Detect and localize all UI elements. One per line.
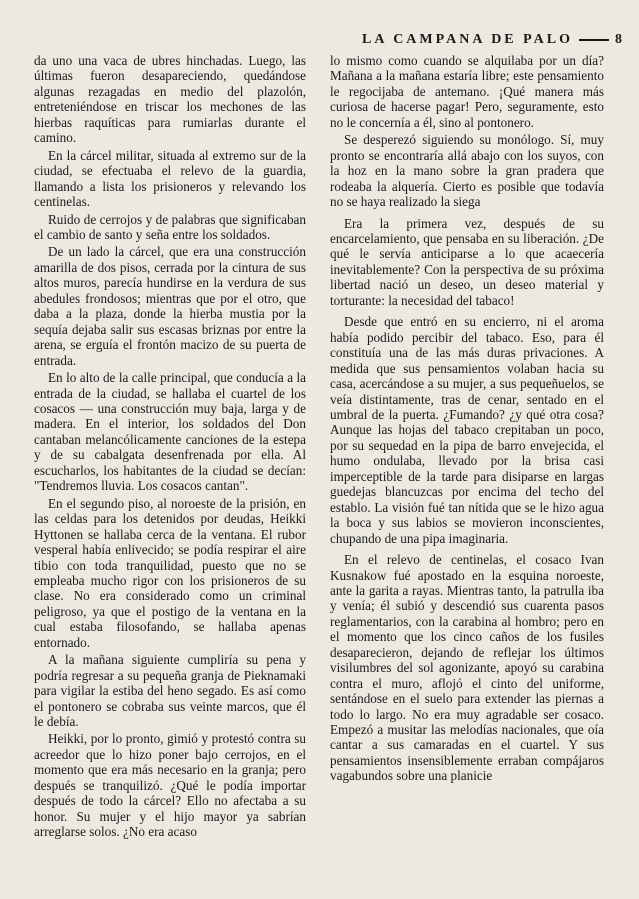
- header-rule: [579, 39, 609, 41]
- paragraph: En el relevo de centinelas, el cosaco Ivan Kusnakow fué apostado en la esquina noroeste, ante la garita a rayas. Mientras tanto, la patrulla iba y venía; él subió y descendió sus cuarenta pasos reglamentarios, con la carabina al hombro; pero en el momento que los cinco caños de los fusiles desaparecieron, dejando de reflejar los últimos visilumbres del sol agonizante, apoyó su carabina contra el muro, aflojó el cinto del uniforme, sentándose en el suelo para extender las piernas a todo lo largo. No era muy agradable ser cosaco. Empezó a musitar las melodías nacionales, que oía cantar a sus camaradas en el cuartel. Y sus pensamientos insensiblemente erraban compájaros vagabundos sobre una planicie: [330, 552, 604, 784]
- paragraph: Era la primera vez, después de su encarcelamiento, que pensaba en su liberación. ¿De qué le servía anticiparse a lo que acaecería inevitablemente? Con la perspectiva de su próxima libertad nació un deseo, un deseo material y torturante: la necesidad del tabaco!: [330, 215, 604, 308]
- left-column: [34, 53, 306, 842]
- paragraph: Se desperezó siguiendo su monólogo. Sí, muy pronto se encontraría allá abajo con los suyos, con la hoz en la mano sobre la gran pradera que rodeaba la alquería. Cierto es posible que todavía no se haya realizado la siega: [330, 132, 604, 210]
- paragraph: A la mañana siguiente cumpliría su pena y podría regresar a su pequeña granja de Pieknamaki para vigilar la estiba del heno segado. Es así como el pontonero se cobraba sus veinte marcos, que él le debía.: [34, 652, 306, 730]
- paragraph: Heikki, por lo pronto, gimió y protestó contra su acreedor que lo hizo poner bajo cerrojos, en el momento que era más necesario en la granja; pero después se tranquilizó. ¿Qué le podía importar después de todo la cárcel? Ello no afectaba a su honor. Su mujer y el hijo mayor ya sabrían arreglarse solos. ¿No era acaso: [34, 731, 306, 840]
- paragraph: En lo alto de la calle principal, que conducía a la entrada de la ciudad, se hallaba el cuartel de los cosacos — una construcción muy baja, larga y de madera. En el interior, los soldados del Don cantaban melancólicamente canciones de la estepa y de su cabalgata desenfrenada por ella. Al escucharlos, los habitantes de la ciudad se decían: "Tendremos lluvia. Los cosacos cantan".: [34, 370, 306, 494]
- paragraph: lo mismo como cuando se alquilaba por un día? Mañana a la mañana estaría libre; este pensamiento le regocijaba de antemano. ¡Qué manera más curiosa de hacerse pagar! Pero, seguramente, esto no le concernía a él, sino al pontonero.: [330, 53, 604, 130]
- paragraph: De un lado la cárcel, que era una construcción amarilla de dos pisos, cerrada por la cintura de sus altos muros, parecía hundirse en la verdura de sus abedules frondosos; mientras que por el otro, que daba a la plaza, donde la hierba mustia por la sequía dejaba salir sus escasas briznas por entre la arena, se erguía el frontón macizo de su puerta de entrada.: [34, 244, 306, 368]
- paragraph: Desde que entró en su encierro, ni el aroma había podido percibir del tabaco. Eso, para él constituía una de las más duras privaciones. A medida que sus pensamientos volaban hacia su casa, acercándose a su mujer, a sus pequeñuelos, se veía distintamente, tras de cenar, sentado en el umbral de la puerta. ¿Fumando? ¿y qué otra cosa? Aunque las hojas del tabaco crepitaban un poco, por su sequedad en la pipa de barro envejecida, el humo ondulaba, llevado por la brisa casi imperceptible de la tarde para disiparse en largas guedejas blancuzcas por encima del techo del establo. La visión fué tan nítida que se le hizo agua la boca y sus labios se movieron inconscientes, chupando de una pipa imaginaria.: [330, 314, 604, 546]
- page-number: 8: [615, 32, 625, 47]
- running-title: LA CAMPANA DE PALO: [362, 32, 573, 47]
- paragraph: En el segundo piso, al noroeste de la prisión, en las celdas para los detenidos por deudas, Heikki Hyttonen se hallaba cerca de la ventana. El rubor vesperal había enlivecido; se podía respirar el aire tibio con toda tranquilidad, puesto que no se empleaba mucho rigor con los prisioneros de su clase. No era considerado como un criminal peligroso, ya que el postigo de la ventana en la cual estaba filosofando, se hallaba apenas entornado.: [34, 495, 306, 650]
- running-header: [300, 32, 625, 48]
- right-column: [330, 53, 604, 786]
- paragraph: Ruido de cerrojos y de palabras que significaban el cambio de santo y seña entre los soldados.: [34, 211, 306, 242]
- paragraph: En la cárcel militar, situada al extremo sur de la ciudad, se efectuaba el relevo de la guardia, llamando a lista los prisioneros y relevando los centinelas.: [34, 147, 306, 210]
- paragraph: da uno una vaca de ubres hinchadas. Luego, las últimas fueron desapareciendo, quedándose algunas rezagadas en medio del plazolón, entreteniéndose en triscar los mechones de las hierbas raquíticas para rumiarlas durante el camino.: [34, 53, 306, 146]
